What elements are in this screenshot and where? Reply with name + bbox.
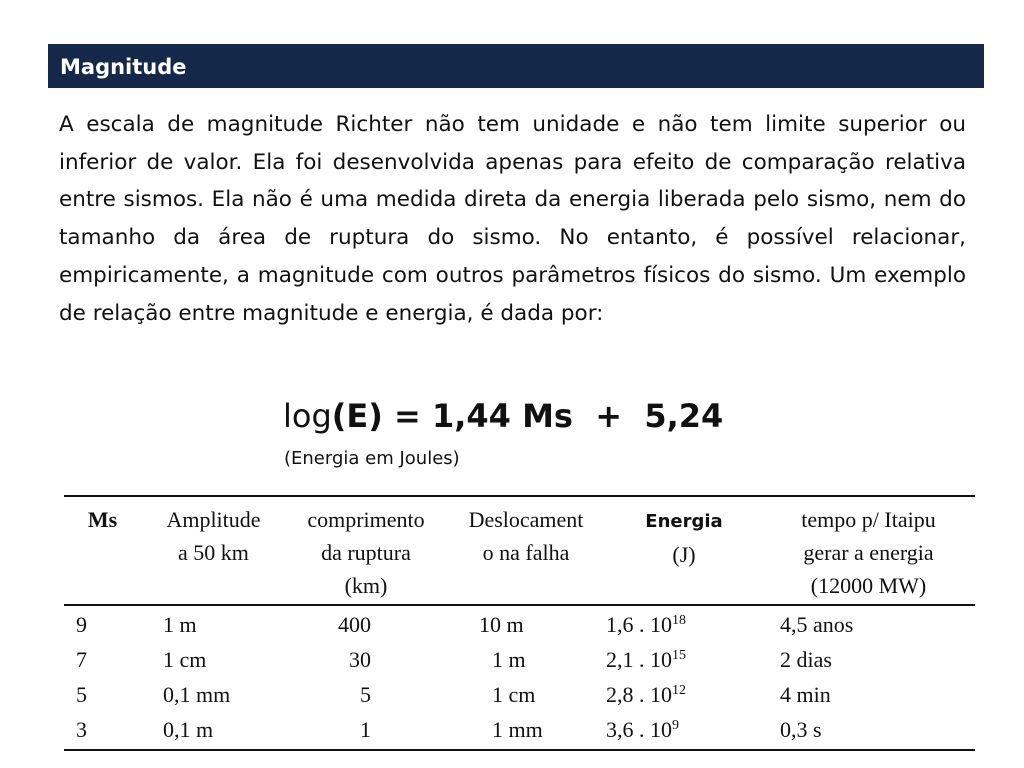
cell-amplitude: 1 m <box>163 612 197 637</box>
header-deslocamento: Deslocament o na falha <box>446 496 606 605</box>
cell-energia: 3,6 . $10^9$ <box>606 717 679 742</box>
header-energia: Energia (J) <box>606 496 762 605</box>
cell-comprimento: 30 <box>349 647 371 672</box>
table-row <box>64 712 975 750</box>
table-row <box>64 605 975 642</box>
header-comprimento: comprimento da ruptura (km) <box>286 496 446 605</box>
cell-energia: 2,8 . $10^{12}$ <box>606 682 686 707</box>
magnitude-table <box>64 495 975 751</box>
cell-energia: 2,1 . $10^{15}$ <box>606 647 686 672</box>
formula-note: (Energia em Joules) <box>284 448 460 469</box>
cell-comprimento: 400 <box>338 612 371 637</box>
magnitude-table-wrap <box>64 495 975 751</box>
header-amplitude: Amplitude a 50 km <box>141 496 286 605</box>
table-header-row <box>64 496 975 605</box>
table-row <box>64 677 975 712</box>
cell-tempo: 0,3 s <box>780 717 822 742</box>
cell-amplitude: 1 cm <box>163 647 207 672</box>
cell-ms: 9 <box>76 612 87 637</box>
cell-amplitude: 0,1 mm <box>163 682 231 707</box>
energy-formula <box>283 394 723 438</box>
cell-tempo: 4 min <box>780 682 831 707</box>
header-ms: Ms <box>64 496 141 605</box>
cell-ms: 5 <box>76 682 87 707</box>
cell-comprimento: 5 <box>360 682 371 707</box>
formula-log: log <box>283 397 332 435</box>
cell-comprimento: 1 <box>360 717 371 742</box>
cell-deslocamento: 10 m <box>479 612 524 637</box>
cell-energia: 1,6 . $10^{18}$ <box>606 612 686 637</box>
cell-tempo: 4,5 anos <box>780 612 854 637</box>
formula-rest: (E) = 1,44 Ms + 5,24 <box>331 397 724 435</box>
cell-ms: 3 <box>76 717 87 742</box>
cell-tempo: 2 dias <box>780 647 832 672</box>
cell-deslocamento: 1 m <box>492 647 526 672</box>
header-tempo: tempo p/ Itaipu gerar a energia (12000 MW) <box>762 496 975 605</box>
cell-amplitude: 0,1 m <box>163 717 214 742</box>
cell-ms: 7 <box>76 647 87 672</box>
cell-deslocamento: 1 mm <box>492 717 543 742</box>
table-row <box>64 642 975 677</box>
section-title: Magnitude <box>60 55 187 79</box>
section-header <box>48 44 984 88</box>
body-paragraph: A escala de magnitude Richter não tem unidade e não tem limite superior ou inferior de valor. Ela foi desenvolvida apenas para efeito de comparação relativa entre sismos. Ela não é uma medida direta da energia liberada pelo sismo, nem do tamanho da área de ruptura do sismo. No entanto, é possível relacionar, empiricamente, a magnitude com outros parâmetros físicos do sismo. Um exemplo de relação entre magnitude e energia, é dada por: <box>59 112 966 326</box>
cell-deslocamento: 1 cm <box>492 682 536 707</box>
